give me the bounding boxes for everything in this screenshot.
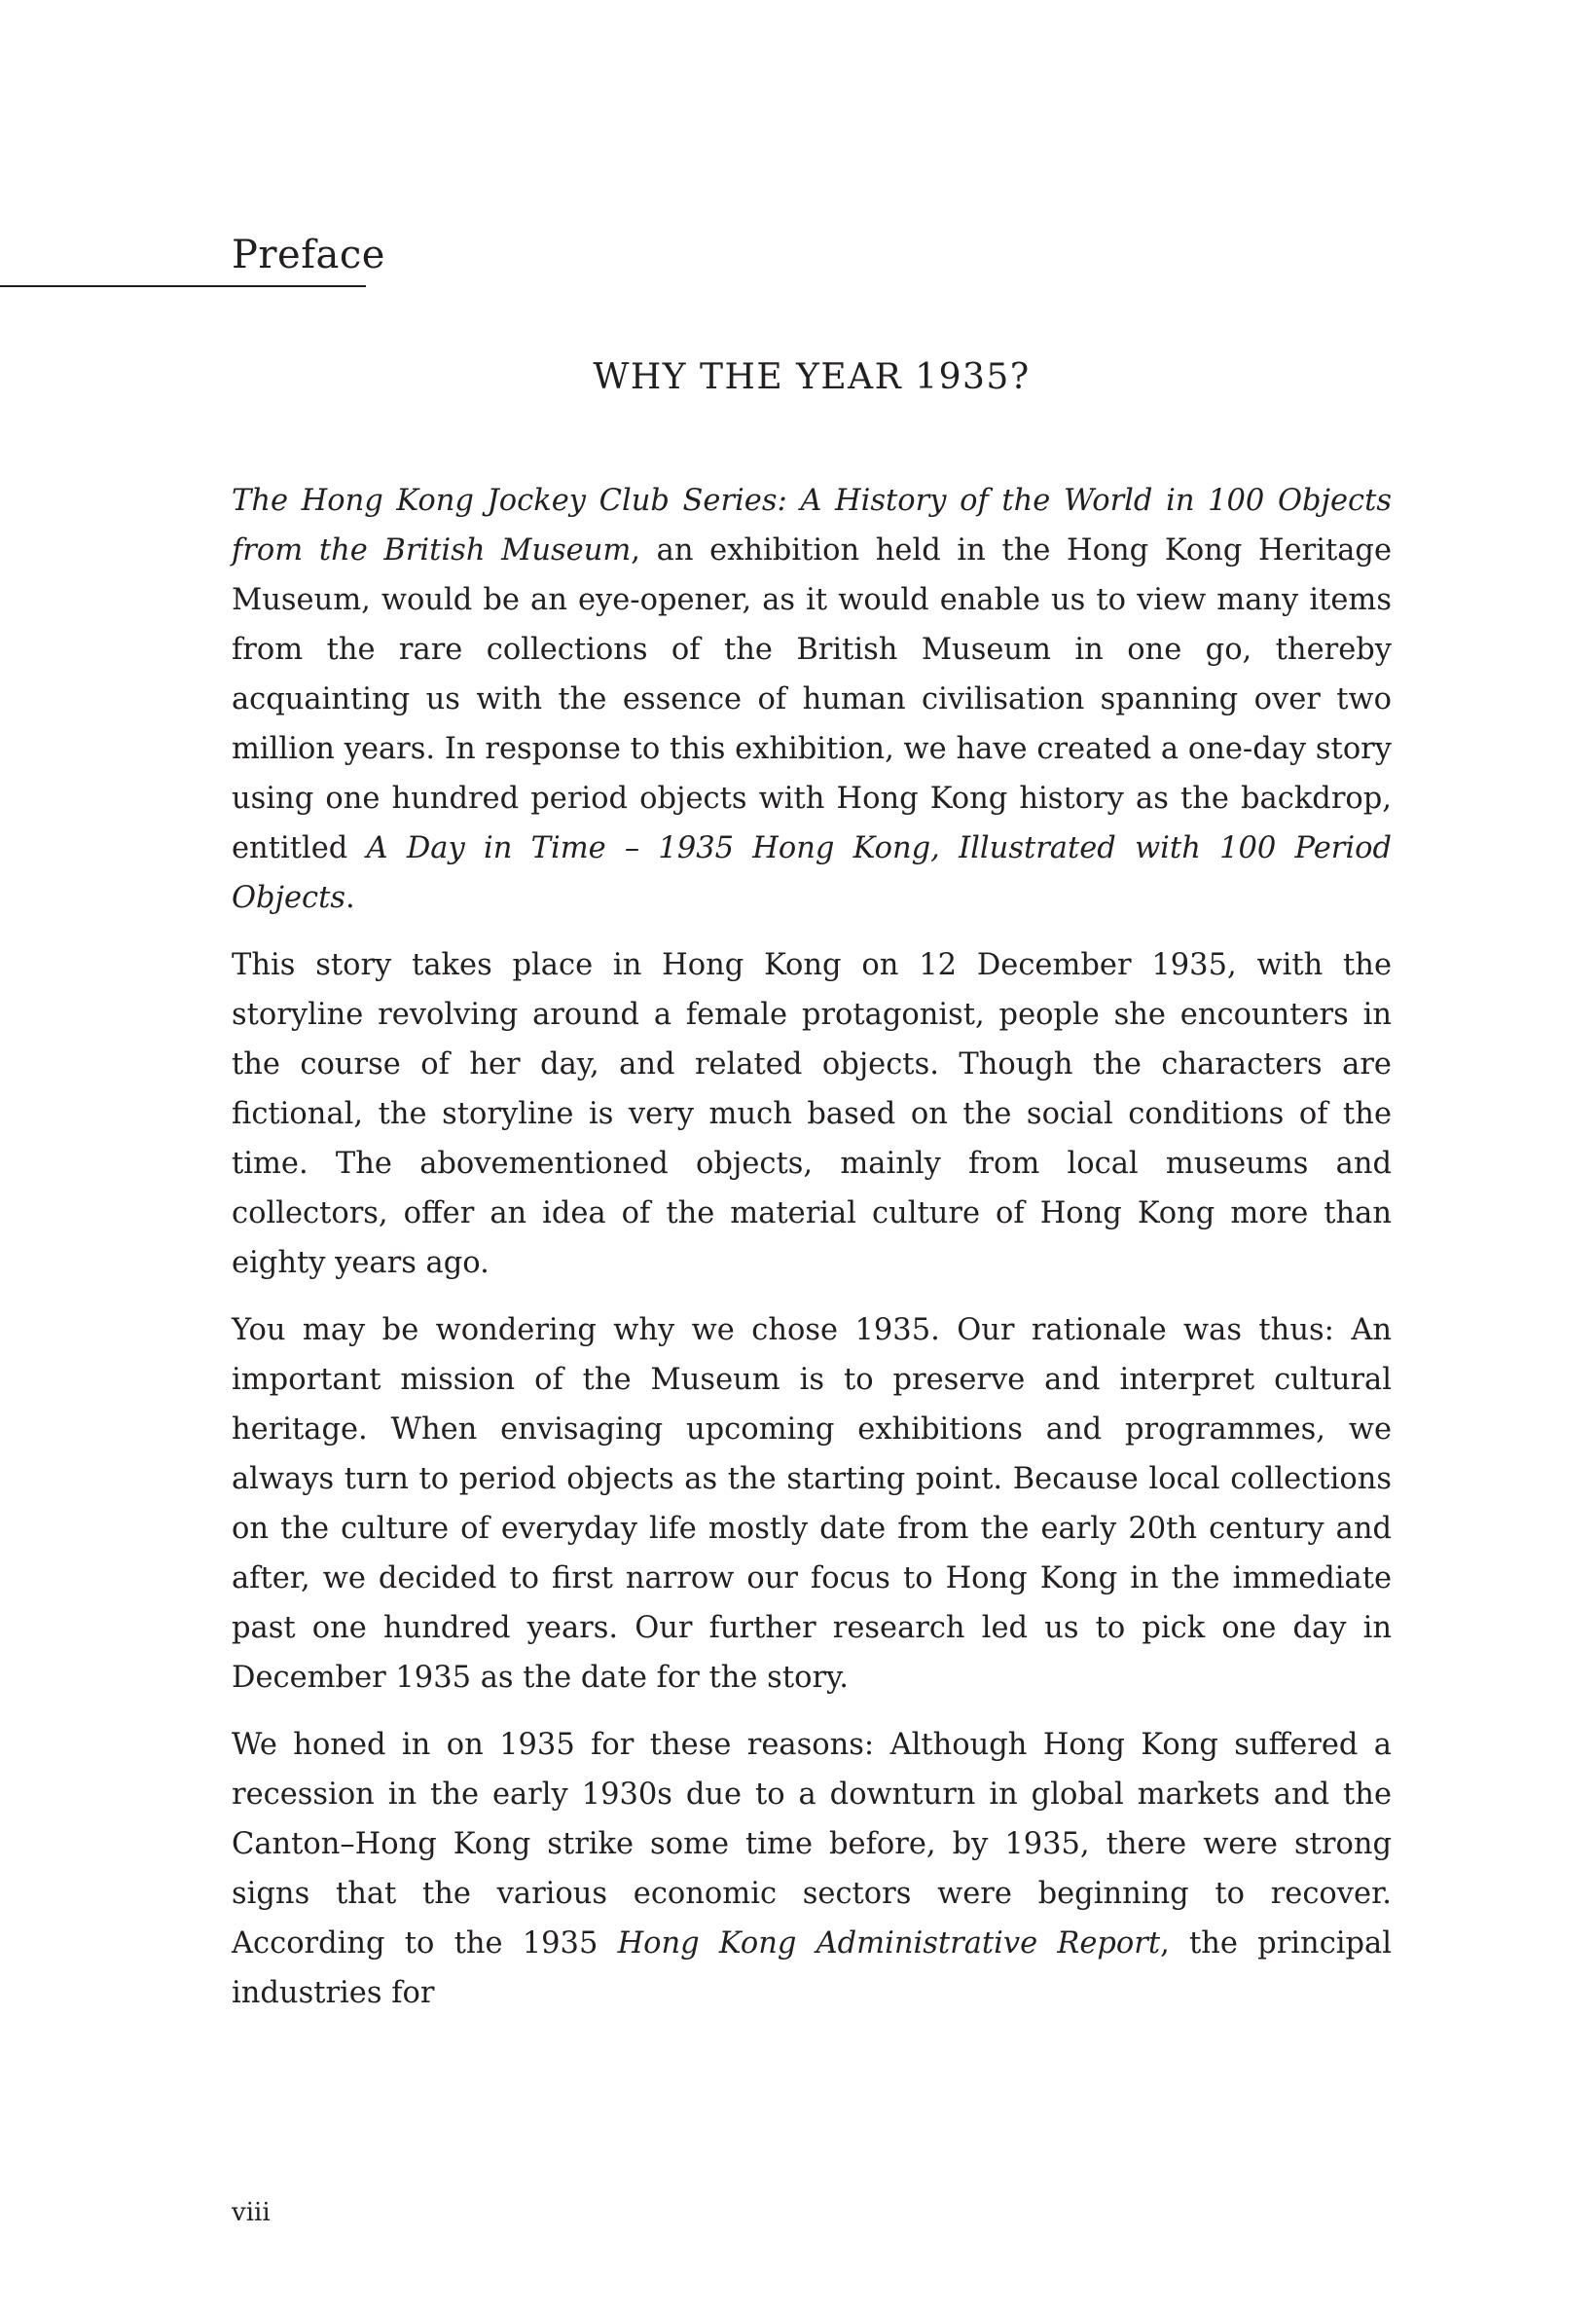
report-title: Hong Kong Administrative Report [617,1926,1161,1961]
paragraph-1-text-b: . [345,881,355,915]
paragraph-4-text-a: We honed in on 1935 for these reasons: Although Hong Kong suffered a recession in the early 1930s due to a downturn in global markets and the Canton–Hong Kong strike some time before, by 1935, there were strong signs that the various economic sectors were beginning to recover. According to the 1935 [232,1728,1392,1961]
paragraph-4 [232,1720,1392,2018]
paragraph-1 [232,476,1392,923]
section-label: Preface [232,233,385,277]
story-title: A Day in Time – 1935 Hong Kong, Illustrated with 100 Period Objects [232,831,1392,915]
paragraph-3: You may be wondering why we chose 1935. Our rationale was thus: An important mission of the Museum is to preserve and interpret cultural heritage. When envisaging upcoming exhibitions and programmes, we always turn to period objects as the starting point. Because local collections on the culture of everyday life mostly date from the early 20th century and after, we decided to first narrow our focus to Hong Kong in the immediate past one hundred years. Our further research led us to pick one day in December 1935 as the date for the story. [232,1313,1392,1695]
body-text [232,476,1392,2035]
paragraph-2: This story takes place in Hong Kong on 12 December 1935, with the storyline revolving around a female protagonist, people she encounters in the course of her day, and related objects. Though the characters are fictional, the storyline is very much based on the social conditions of the time. The abovementioned objects, mainly from local museums and collectors, offer an idea of the material culture of Hong Kong more than eighty years ago. [232,948,1392,1280]
paragraph-4-text-b: , the principal industries for [232,1926,1392,2010]
paragraph-1-text-a: , an exhibition held in the Hong Kong Heritage Museum, would be an eye-opener, as it would enable us to view many items from the rare collections of the British Museum in one go, thereby acquainting us with the essence of human civilisation spanning over two million years. In response to this exhibition, we have created a one-day story using one hundred period objects with Hong Kong history as the backdrop, entitled [232,533,1393,865]
section-rule [0,285,366,287]
page-number: viii [232,2198,271,2227]
page-heading: WHY THE YEAR 1935? [593,357,1031,397]
exhibition-title: The Hong Kong Jockey Club Series: A History of the World in 100 Objects from the British Museum [232,484,1392,568]
